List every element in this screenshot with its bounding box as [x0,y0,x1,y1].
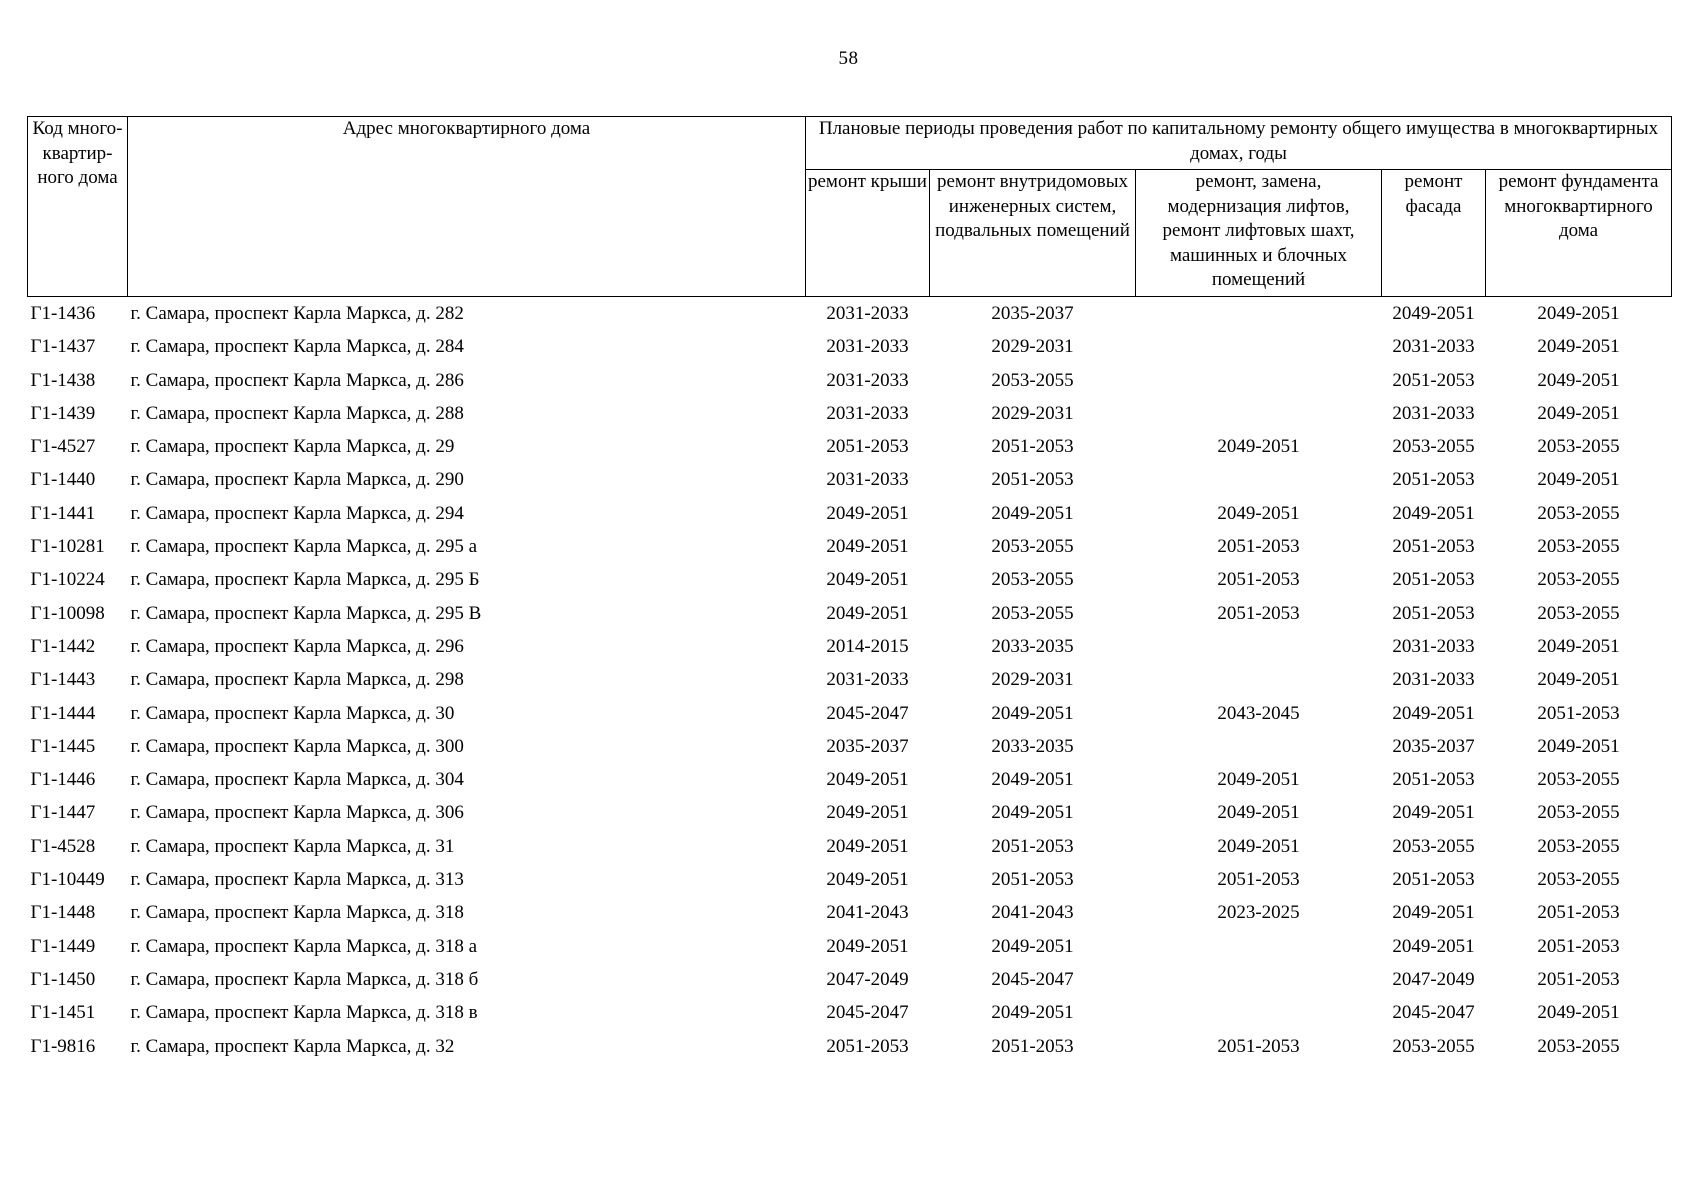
facade-repair-cell: 2051-2053 [1392,602,1475,624]
house-code-cell: Г1-1450 [30,968,96,990]
header-code: Код много-квартир-ного дома [28,117,128,297]
address-cell: г. Самара, проспект Карла Маркса, д. 30 [130,702,455,724]
roof-repair-cell: 2035-2037 [826,735,909,757]
foundation-repair-cell: 2053-2055 [1537,536,1620,558]
table-row [28,530,1672,563]
foundation-repair-cell: 2053-2055 [1537,1035,1620,1057]
table-row [28,996,1672,1029]
roof-repair-cell: 2047-2049 [826,968,909,990]
engineering-repair-cell: 2051-2053 [991,469,1074,491]
facade-repair-cell: 2035-2037 [1392,735,1475,757]
lift-repair-cell: 2023-2025 [1217,902,1300,924]
address-cell: г. Самара, проспект Карла Маркса, д. 286 [130,369,464,391]
foundation-repair-cell: 2053-2055 [1537,835,1620,857]
lift-repair-cell [1136,663,1382,696]
lift-repair-cell [1136,397,1382,430]
header-periods: Плановые периоды проведения работ по капитальному ремонту общего имущества в многоквартирных домах, годы [806,117,1672,170]
address-cell: г. Самара, проспект Карла Маркса, д. 304 [130,769,464,791]
address-cell: г. Самара, проспект Карла Маркса, д. 295 Б [130,569,480,591]
roof-repair-cell: 2031-2033 [826,303,909,324]
address-cell: г. Самара, проспект Карла Маркса, д. 294 [130,502,464,524]
engineering-repair-cell: 2049-2051 [991,802,1074,824]
lift-repair-cell: 2043-2045 [1217,702,1300,724]
facade-repair-cell: 2031-2033 [1392,669,1475,691]
house-code-cell: Г1-10224 [30,569,105,591]
house-code-cell: Г1-1436 [30,303,96,324]
lift-repair-cell: 2051-2053 [1217,602,1300,624]
lift-repair-cell: 2051-2053 [1217,869,1300,891]
roof-repair-cell: 2031-2033 [826,402,909,424]
house-code-cell: Г1-1438 [30,369,96,391]
table-row [28,597,1672,630]
header-lifts: ремонт, замена, модернизация лифтов, ремонт лифтовых шахт, машинных и блочных помещений [1136,170,1382,297]
header-facade: ремонт фасада [1382,170,1486,297]
table-row [28,930,1672,963]
address-cell: г. Самара, проспект Карла Маркса, д. 296 [130,635,464,657]
foundation-repair-cell: 2051-2053 [1537,968,1620,990]
foundation-repair-cell: 2049-2051 [1537,1002,1620,1024]
address-cell: г. Самара, проспект Карла Маркса, д. 318 [130,902,464,924]
facade-repair-cell: 2045-2047 [1392,1002,1475,1024]
facade-repair-cell: 2049-2051 [1392,802,1475,824]
header-address: Адрес многоквартирного дома [128,117,806,297]
house-code-cell: Г1-1437 [30,336,96,358]
foundation-repair-cell: 2053-2055 [1537,802,1620,824]
engineering-repair-cell: 2029-2031 [991,336,1074,358]
roof-repair-cell: 2049-2051 [826,769,909,791]
facade-repair-cell: 2051-2053 [1392,569,1475,591]
engineering-repair-cell: 2035-2037 [991,303,1074,324]
roof-repair-cell: 2045-2047 [826,1002,909,1024]
engineering-repair-cell: 2045-2047 [991,968,1074,990]
roof-repair-cell: 2049-2051 [826,869,909,891]
address-cell: г. Самара, проспект Карла Маркса, д. 284 [130,336,464,358]
roof-repair-cell: 2051-2053 [826,436,909,458]
header-engineering: ремонт внутридомовых инженерных систем, подвальных помещений [930,170,1136,297]
table-row [28,763,1672,796]
house-code-cell: Г1-10449 [30,869,105,891]
foundation-repair-cell: 2051-2053 [1537,702,1620,724]
engineering-repair-cell: 2051-2053 [991,869,1074,891]
facade-repair-cell: 2049-2051 [1392,303,1475,324]
house-code-cell: Г1-1445 [30,735,96,757]
table-row [28,630,1672,663]
roof-repair-cell: 2014-2015 [826,635,909,657]
table-row [28,963,1672,996]
address-cell: г. Самара, проспект Карла Маркса, д. 295 а [130,536,478,558]
table-row [28,463,1672,496]
facade-repair-cell: 2051-2053 [1392,369,1475,391]
roof-repair-cell: 2049-2051 [826,602,909,624]
table-row [28,297,1672,331]
table-row [28,430,1672,463]
foundation-repair-cell: 2053-2055 [1537,602,1620,624]
address-cell: г. Самара, проспект Карла Маркса, д. 32 [130,1035,455,1057]
lift-repair-cell [1136,364,1382,397]
house-code-cell: Г1-1449 [30,935,96,957]
address-cell: г. Самара, проспект Карла Маркса, д. 318 б [130,968,479,990]
lift-repair-cell: 2049-2051 [1217,436,1300,458]
house-code-cell: Г1-1447 [30,802,96,824]
table-row [28,497,1672,530]
roof-repair-cell: 2049-2051 [826,569,909,591]
lift-repair-cell: 2051-2053 [1217,536,1300,558]
house-code-cell: Г1-4527 [30,436,96,458]
facade-repair-cell: 2053-2055 [1392,835,1475,857]
house-code-cell: Г1-1439 [30,402,96,424]
house-code-cell: Г1-1443 [30,669,96,691]
engineering-repair-cell: 2033-2035 [991,735,1074,757]
table-body [28,297,1672,1063]
lift-repair-cell: 2049-2051 [1217,835,1300,857]
table-row [28,563,1672,596]
house-code-cell: Г1-10098 [30,602,105,624]
roof-repair-cell: 2049-2051 [826,935,909,957]
facade-repair-cell: 2053-2055 [1392,436,1475,458]
table-header [28,117,1672,297]
address-cell: г. Самара, проспект Карла Маркса, д. 282 [130,303,464,324]
facade-repair-cell: 2031-2033 [1392,336,1475,358]
engineering-repair-cell: 2053-2055 [991,569,1074,591]
lift-repair-cell [1136,963,1382,996]
facade-repair-cell: 2049-2051 [1392,502,1475,524]
table-row [28,697,1672,730]
lift-repair-cell: 2051-2053 [1217,569,1300,591]
address-cell: г. Самара, проспект Карла Маркса, д. 306 [130,802,464,824]
foundation-repair-cell: 2053-2055 [1537,769,1620,791]
facade-repair-cell: 2049-2051 [1392,935,1475,957]
address-cell: г. Самара, проспект Карла Маркса, д. 295 В [130,602,482,624]
foundation-repair-cell: 2049-2051 [1537,635,1620,657]
lift-repair-cell [1136,996,1382,1029]
table-row [28,863,1672,896]
facade-repair-cell: 2051-2053 [1392,469,1475,491]
house-code-cell: Г1-1446 [30,769,96,791]
house-code-cell: Г1-1444 [30,702,96,724]
roof-repair-cell: 2031-2033 [826,369,909,391]
house-code-cell: Г1-1441 [30,502,96,524]
foundation-repair-cell: 2049-2051 [1537,303,1620,324]
lift-repair-cell [1136,330,1382,363]
address-cell: г. Самара, проспект Карла Маркса, д. 290 [130,469,464,491]
header-roof: ремонт крыши [806,170,930,297]
address-cell: г. Самара, проспект Карла Маркса, д. 31 [130,835,455,857]
engineering-repair-cell: 2033-2035 [991,635,1074,657]
engineering-repair-cell: 2051-2053 [991,436,1074,458]
roof-repair-cell: 2051-2053 [826,1035,909,1057]
facade-repair-cell: 2049-2051 [1392,702,1475,724]
engineering-repair-cell: 2049-2051 [991,1002,1074,1024]
table-row [28,896,1672,929]
engineering-repair-cell: 2049-2051 [991,769,1074,791]
table-row [28,1030,1672,1063]
roof-repair-cell: 2031-2033 [826,469,909,491]
lift-repair-cell [1136,730,1382,763]
engineering-repair-cell: 2049-2051 [991,502,1074,524]
roof-repair-cell: 2049-2051 [826,502,909,524]
engineering-repair-cell: 2053-2055 [991,602,1074,624]
repair-plan-table [27,116,1672,1063]
engineering-repair-cell: 2053-2055 [991,536,1074,558]
lift-repair-cell [1136,930,1382,963]
engineering-repair-cell: 2049-2051 [991,702,1074,724]
foundation-repair-cell: 2051-2053 [1537,935,1620,957]
house-code-cell: Г1-1451 [30,1002,96,1024]
address-cell: г. Самара, проспект Карла Маркса, д. 318 в [130,1002,478,1024]
engineering-repair-cell: 2041-2043 [991,902,1074,924]
lift-repair-cell: 2049-2051 [1217,769,1300,791]
foundation-repair-cell: 2049-2051 [1537,369,1620,391]
lift-repair-cell: 2049-2051 [1217,802,1300,824]
table-row [28,364,1672,397]
facade-repair-cell: 2049-2051 [1392,902,1475,924]
roof-repair-cell: 2041-2043 [826,902,909,924]
facade-repair-cell: 2031-2033 [1392,635,1475,657]
address-cell: г. Самара, проспект Карла Маркса, д. 313 [130,869,464,891]
house-code-cell: Г1-1448 [30,902,96,924]
header-foundation: ремонт фундамента многоквартирного дома [1486,170,1672,297]
house-code-cell: Г1-4528 [30,835,96,857]
roof-repair-cell: 2049-2051 [826,835,909,857]
foundation-repair-cell: 2051-2053 [1537,902,1620,924]
house-code-cell: Г1-1442 [30,635,96,657]
lift-repair-cell: 2051-2053 [1217,1035,1300,1057]
foundation-repair-cell: 2053-2055 [1537,502,1620,524]
facade-repair-cell: 2047-2049 [1392,968,1475,990]
lift-repair-cell [1136,297,1382,331]
engineering-repair-cell: 2029-2031 [991,402,1074,424]
lift-repair-cell [1136,630,1382,663]
engineering-repair-cell: 2051-2053 [991,835,1074,857]
foundation-repair-cell: 2053-2055 [1537,869,1620,891]
roof-repair-cell: 2045-2047 [826,702,909,724]
roof-repair-cell: 2031-2033 [826,669,909,691]
facade-repair-cell: 2051-2053 [1392,536,1475,558]
address-cell: г. Самара, проспект Карла Маркса, д. 300 [130,735,464,757]
table-row [28,397,1672,430]
table-row [28,730,1672,763]
foundation-repair-cell: 2049-2051 [1537,469,1620,491]
foundation-repair-cell: 2049-2051 [1537,402,1620,424]
roof-repair-cell: 2049-2051 [826,536,909,558]
facade-repair-cell: 2053-2055 [1392,1035,1475,1057]
facade-repair-cell: 2051-2053 [1392,869,1475,891]
facade-repair-cell: 2031-2033 [1392,402,1475,424]
table-row [28,330,1672,363]
house-code-cell: Г1-1440 [30,469,96,491]
facade-repair-cell: 2051-2053 [1392,769,1475,791]
page-number: 58 [838,48,859,69]
table-row [28,663,1672,696]
foundation-repair-cell: 2053-2055 [1537,436,1620,458]
address-cell: г. Самара, проспект Карла Маркса, д. 288 [130,402,464,424]
address-cell: г. Самара, проспект Карла Маркса, д. 298 [130,669,464,691]
engineering-repair-cell: 2029-2031 [991,669,1074,691]
lift-repair-cell: 2049-2051 [1217,502,1300,524]
address-cell: г. Самара, проспект Карла Маркса, д. 29 [130,436,455,458]
foundation-repair-cell: 2049-2051 [1537,669,1620,691]
engineering-repair-cell: 2053-2055 [991,369,1074,391]
house-code-cell: Г1-9816 [30,1035,96,1057]
table-row [28,830,1672,863]
roof-repair-cell: 2049-2051 [826,802,909,824]
engineering-repair-cell: 2051-2053 [991,1035,1074,1057]
foundation-repair-cell: 2049-2051 [1537,735,1620,757]
lift-repair-cell [1136,463,1382,496]
foundation-repair-cell: 2053-2055 [1537,569,1620,591]
table-row [28,796,1672,829]
engineering-repair-cell: 2049-2051 [991,935,1074,957]
foundation-repair-cell: 2049-2051 [1537,336,1620,358]
house-code-cell: Г1-10281 [30,536,105,558]
roof-repair-cell: 2031-2033 [826,336,909,358]
address-cell: г. Самара, проспект Карла Маркса, д. 318 а [130,935,478,957]
